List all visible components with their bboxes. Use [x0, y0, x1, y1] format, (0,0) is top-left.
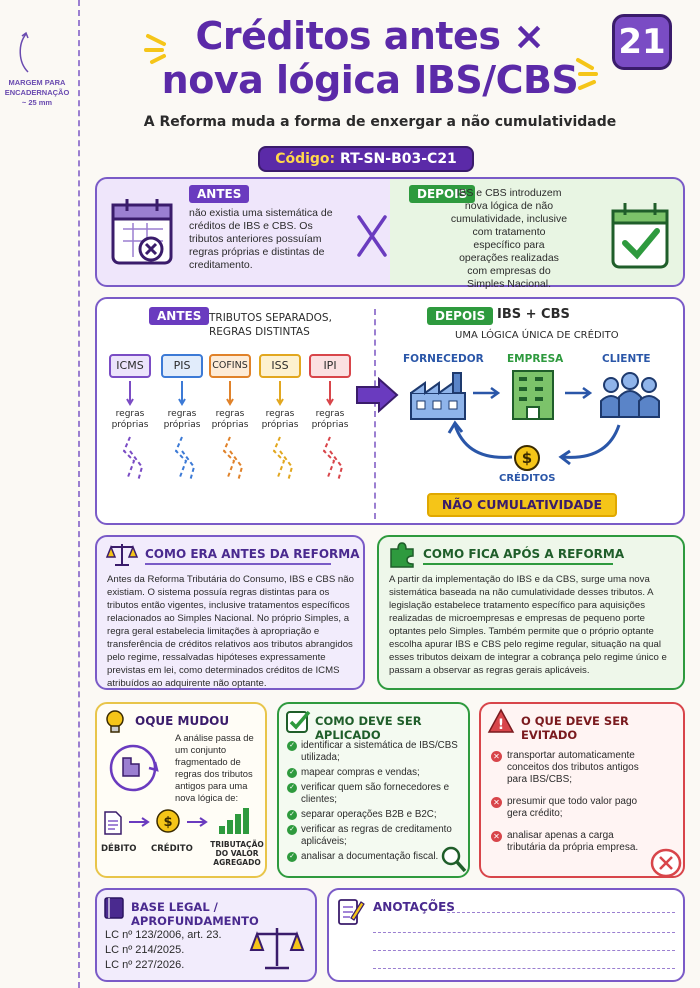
calendar-x-icon — [107, 193, 179, 271]
base-legal-title: BASE LEGAL / APROFUNDAMENTO — [131, 900, 259, 928]
people-icon — [597, 371, 663, 421]
tax-arrow-branch — [176, 437, 194, 481]
debito-label: DÉBITO — [101, 844, 137, 854]
document-icon — [103, 810, 123, 836]
note-line — [373, 950, 675, 951]
coin-icon — [155, 808, 181, 834]
empresa-label: EMPRESA — [507, 353, 564, 365]
evitado-list — [491, 750, 641, 864]
tax-pill-4: IPI — [309, 354, 351, 378]
note-line — [373, 968, 675, 969]
tax-arrow-branch — [324, 437, 342, 481]
aplicado-item — [287, 851, 463, 863]
depois-tag: DEPOIS — [409, 185, 475, 203]
aplicado-box — [277, 702, 470, 878]
apos-reforma-text: A partir da implementação do IBS e da CBS, surge uma nova sistemática baseada na não cumulatividade desses tributos. A legislação estabelece tratamento específico para aquisições realizadas de microempresas e empresas de pequeno porte optantes pelo Simples. Também permite que o próprio optante escolha apurar IBS e CBS pelo regime regular, situação na qual esses tributos deixam de integrar a cobrança pelo regime único e passam a observar as regras gerais aplicáveis. — [389, 574, 667, 676]
building-icon — [505, 365, 561, 421]
lightbulb-icon — [103, 708, 127, 736]
aplicado-item-text: mapear compras e vendas; — [301, 767, 420, 778]
apos-reforma-title: COMO FICA APÓS A REFORMA — [423, 547, 625, 561]
aplicado-item — [287, 809, 463, 821]
tax-rule-4: regras próprias — [311, 409, 349, 430]
svg-text:$: $ — [521, 449, 533, 467]
depois-text: IBS e CBS introduzem nova lógica de não cumulatividade, inclusive com tratamento específico para operações realizadas com empresas do Simples Nacional. — [450, 187, 568, 290]
tax-rule-1: regras próprias — [163, 409, 201, 430]
antes-depois-box — [95, 177, 685, 290]
aplicado-item — [287, 767, 463, 779]
cliente-label: CLIENTE — [602, 353, 651, 365]
x-mark-icon — [355, 213, 389, 259]
check-icon: ✓ — [287, 852, 297, 862]
oque-mudou-title: OQUE MUDOU — [135, 714, 230, 728]
title-line-1: Créditos antes × — [195, 14, 545, 58]
title-underline — [423, 563, 613, 565]
tax-arrow-branch — [224, 437, 242, 481]
base-legal-item: LC nº 227/2026. — [105, 959, 185, 971]
check-icon: ✓ — [287, 741, 297, 751]
evitado-item — [491, 796, 641, 820]
divider — [374, 309, 376, 519]
coin-icon — [512, 443, 542, 473]
evitado-item-text: transportar automaticamente conceitos dos tributos antigos para IBS/CBS; — [507, 750, 639, 785]
tax-pill-2: COFINS — [209, 354, 251, 378]
depois-title: IBS + CBS — [497, 307, 570, 322]
creditos-label: CRÉDITOS — [499, 473, 556, 484]
nao-cumulatividade-banner: NÃO CUMULATIVIDADE — [427, 493, 617, 517]
aplicado-list — [287, 740, 463, 866]
aplicado-item — [287, 740, 463, 764]
factory-icon — [407, 369, 469, 421]
check-icon: ✓ — [287, 783, 297, 793]
anotacoes-box — [327, 888, 685, 982]
puzzle-cycle-icon — [103, 742, 163, 794]
check-icon: ✓ — [287, 810, 297, 820]
page-title — [140, 14, 600, 102]
antes-reforma-title: COMO ERA ANTES DA REFORMA — [145, 547, 360, 561]
tax-arrow-down — [327, 381, 333, 404]
notepad-pencil-icon — [337, 896, 365, 926]
apos-reforma-box — [377, 535, 685, 690]
aplicado-title: COMO DEVE SER APLICADO — [315, 714, 422, 742]
svg-text:$: $ — [163, 815, 173, 830]
subtitle: A Reforma muda a forma de enxergar a não cumulatividade — [143, 114, 617, 130]
scales-icon — [247, 924, 307, 974]
aplicado-item-text: verificar as regras de creditamento aplicáveis; — [301, 824, 452, 847]
check-icon: ✓ — [287, 825, 297, 835]
arrow-right-icon — [471, 385, 501, 401]
x-icon: ✕ — [491, 831, 502, 842]
aplicado-item-text: verificar quem são fornecedores e clientes; — [301, 782, 450, 805]
evitado-item-text: presumir que todo valor pago gera crédito; — [507, 796, 638, 819]
antes-reforma-box — [95, 535, 365, 690]
book-icon — [103, 896, 125, 920]
tax-arrows — [97, 299, 377, 527]
curved-arrow-icon — [14, 30, 36, 74]
x-icon: ✕ — [491, 797, 502, 808]
aplicado-item-text: separar operações B2B e B2C; — [301, 809, 437, 820]
fornecedor-label: FORNECEDOR — [403, 353, 484, 365]
tax-arrow-down — [227, 381, 233, 404]
tax-arrow-branch — [274, 437, 292, 481]
arrow-right-icon — [563, 385, 593, 401]
margin-note: MARGEM PARA ENCADERNAÇÃO ~ 25 mm — [4, 78, 70, 107]
binding-margin-line — [78, 0, 80, 988]
tax-rule-3: regras próprias — [261, 409, 299, 430]
tax-arrow-down — [179, 381, 185, 404]
aplicado-item-text: identificar a sistemática de IBS/CBS utilizada; — [301, 740, 458, 763]
tax-arrow-down — [127, 381, 133, 404]
code-badge — [258, 146, 474, 172]
base-legal-list — [105, 928, 245, 973]
tax-arrow-down — [277, 381, 283, 404]
antes-caption: TRIBUTOS SEPARADOS, REGRAS DISTINTAS — [209, 312, 332, 338]
code-value: RT-SN-B03-C21 — [340, 151, 457, 167]
aplicado-item — [287, 824, 463, 848]
puzzle-icon — [387, 541, 417, 569]
chapter-number-badge: 21 — [612, 14, 672, 70]
depois-tag-2: DEPOIS — [427, 307, 493, 325]
tax-rule-2: regras próprias — [211, 409, 249, 430]
scales-icon — [105, 541, 139, 569]
depois-caption: UMA LÓGICA ÚNICA DE CRÉDITO — [455, 330, 619, 341]
evitado-title: O QUE DEVE SER EVITADO — [521, 714, 629, 742]
oque-mudou-text: A análise passa de um conjunto fragmentado de regras dos tributos antigos para uma nova lógica de: — [175, 732, 254, 803]
x-circle-icon — [649, 848, 683, 878]
title-underline — [145, 563, 331, 565]
evitado-item-text: analisar apenas a carga tributária da própria empresa. — [507, 830, 639, 853]
bar-chart-icon — [215, 804, 255, 836]
base-legal-item: LC nº 214/2025. — [105, 944, 185, 956]
big-arrow-icon — [355, 377, 399, 413]
svg-text:!: ! — [497, 717, 505, 733]
antes-tag-2: ANTES — [149, 307, 209, 325]
tax-pill-1: PIS — [161, 354, 203, 378]
arrow-right-icon — [185, 816, 209, 828]
diagram-box — [95, 297, 685, 525]
check-icon: ✓ — [287, 768, 297, 778]
checkbox-icon — [285, 708, 311, 734]
tributacao-label: TRIBUTAÇÃO DO VALOR AGREGADO — [210, 840, 264, 867]
base-legal-box — [95, 888, 317, 982]
title-line-2: nova lógica IBS/CBS — [161, 58, 579, 102]
warning-icon — [487, 708, 515, 734]
tax-arrow-branch — [124, 437, 142, 481]
antes-reforma-text: Antes da Reforma Tributária do Consumo, IBS e CBS não existiam. O sistema possuía regras distintas para os tributos então vigentes, inclusive tratamentos específicos relacionados ao Simples Nacional. No próprio Simples, a regra geral estabelecia limitações à apropriação e transferência de créditos relativos aos tributos abrangidos pelo regime, ressalvadas hipóteses expressamente previstas em lei, como determinados créditos de ICMS atribuídos ao adquirente não optante. — [107, 574, 354, 689]
antes-text: não existia uma sistemática de créditos de IBS e CBS. Os tributos anteriores possuíam regras próprias e distintas de creditamento. — [189, 207, 333, 271]
evitado-box — [479, 702, 685, 878]
note-line — [447, 912, 675, 913]
base-legal-item: LC nº 123/2006, art. 23. — [105, 929, 222, 941]
note-line — [373, 932, 675, 933]
credito-label: CRÉDITO — [151, 844, 193, 854]
x-icon: ✕ — [491, 751, 502, 762]
tax-pill-3: ISS — [259, 354, 301, 378]
magnifier-icon — [439, 844, 467, 874]
evitado-item — [491, 750, 641, 786]
tax-pill-0: ICMS — [109, 354, 151, 378]
checkbox-check-icon — [607, 197, 673, 275]
tax-rule-0: regras próprias — [111, 409, 149, 430]
evitado-item — [491, 830, 641, 854]
anotacoes-title: ANOTAÇÕES — [373, 900, 455, 914]
antes-tag: ANTES — [189, 185, 249, 203]
oque-mudou-box — [95, 702, 267, 878]
code-label: Código: — [275, 151, 336, 167]
aplicado-item-text: analisar a documentação fiscal. — [301, 851, 439, 862]
arrow-right-icon — [127, 816, 151, 828]
aplicado-item — [287, 782, 463, 806]
